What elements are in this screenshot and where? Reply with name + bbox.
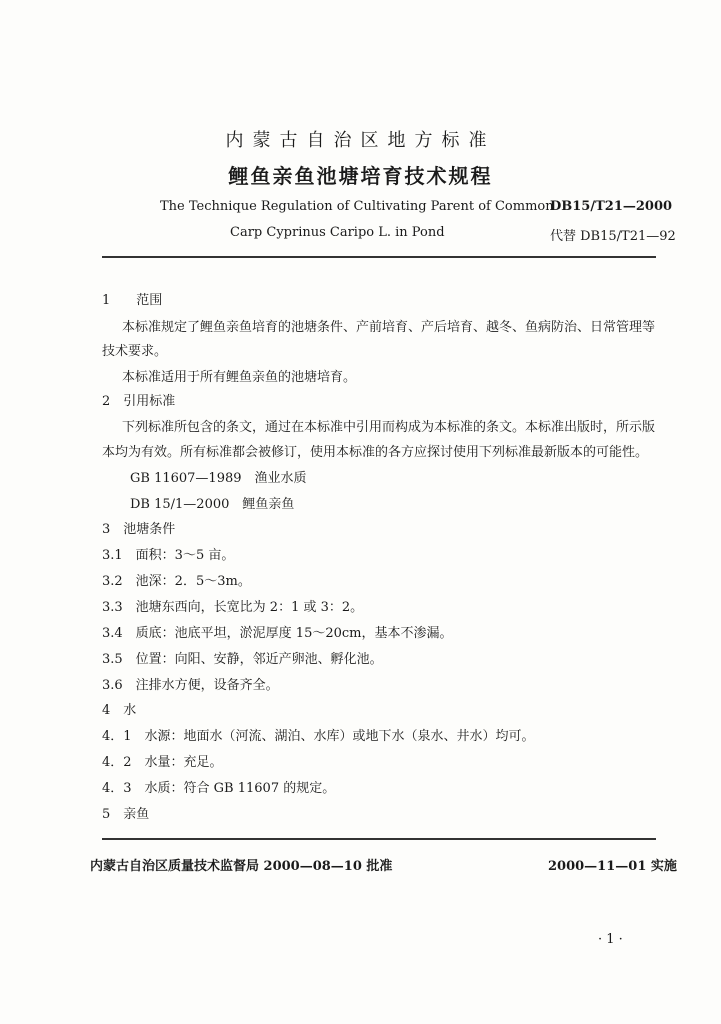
section-1-para-1a: 本标准规定了鲤鱼亲鱼培育的池塘条件、产前培育、产后培育、越冬、鱼病防治、日常管理等 (122, 320, 656, 335)
footer-divider (102, 838, 656, 840)
section-3-heading: 3 池塘条件 (102, 522, 176, 537)
section-1-para-2: 本标准适用于所有鲤鱼亲鱼的池塘培育。 (122, 370, 357, 385)
page-number: · 1 · (598, 932, 623, 947)
section-2-para-1a: 下列标准所包含的条文，通过在本标准中引用而构成为本标准的条文。本标准出版时，所示版 (122, 420, 656, 435)
approval-statement: 内蒙古自治区质量技术监督局 2000—08—10 批准 (90, 859, 393, 874)
section-1-heading: 1 范围 (102, 293, 163, 308)
issuing-organization-title: 内蒙古自治区地方标准 (225, 130, 496, 151)
clause-3-2: 3.2 池深：2．5～3m。 (102, 574, 251, 589)
clause-4-1: 4．1 水源：地面水（河流、湖泊、水库）或地下水（泉水、井水）均可。 (102, 729, 535, 744)
section-5-heading: 5 亲鱼 (102, 807, 150, 822)
clause-3-3: 3.3 池塘东西向，长宽比为 2：1 或 3：2。 (102, 600, 364, 615)
clause-4-3: 4．3 水质：符合 GB 11607 的规定。 (102, 781, 336, 796)
header-divider (102, 256, 656, 258)
section-1-para-1b: 技术要求。 (102, 344, 168, 359)
english-title-line-2: Carp Cyprinus Caripo L. in Pond (230, 225, 445, 240)
replaces-standard: 代替 DB15/T21—92 (550, 229, 676, 244)
clause-4-2: 4．2 水量：充足。 (102, 755, 223, 770)
clause-3-5: 3.5 位置：向阳、安静，邻近产卵池、孵化池。 (102, 652, 383, 667)
section-2-para-1b: 本均为有效。所有标准都会被修订，使用本标准的各方应探讨使用下列标准最新版本的可能性。 (102, 445, 649, 460)
effective-date: 2000—11—01 实施 (548, 859, 677, 874)
standard-code: DB15/T21—2000 (550, 199, 673, 214)
standard-title: 鲤鱼亲鱼池塘培育技术规程 (228, 164, 493, 188)
clause-3-1: 3.1 面积：3～5 亩。 (102, 548, 235, 563)
reference-gb11607: GB 11607—1989 渔业水质 (130, 471, 307, 486)
reference-db15-1: DB 15/1—2000 鲤鱼亲鱼 (130, 497, 295, 512)
section-2-heading: 2 引用标准 (102, 394, 176, 409)
english-title-line-1: The Technique Regulation of Cultivating Parent of Common (160, 199, 554, 214)
section-4-heading: 4 水 (102, 703, 137, 718)
clause-3-6: 3.6 注排水方便，设备齐全。 (102, 678, 279, 693)
clause-3-4: 3.4 质底：池底平坦，淤泥厚度 15～20cm，基本不渗漏。 (102, 626, 453, 641)
